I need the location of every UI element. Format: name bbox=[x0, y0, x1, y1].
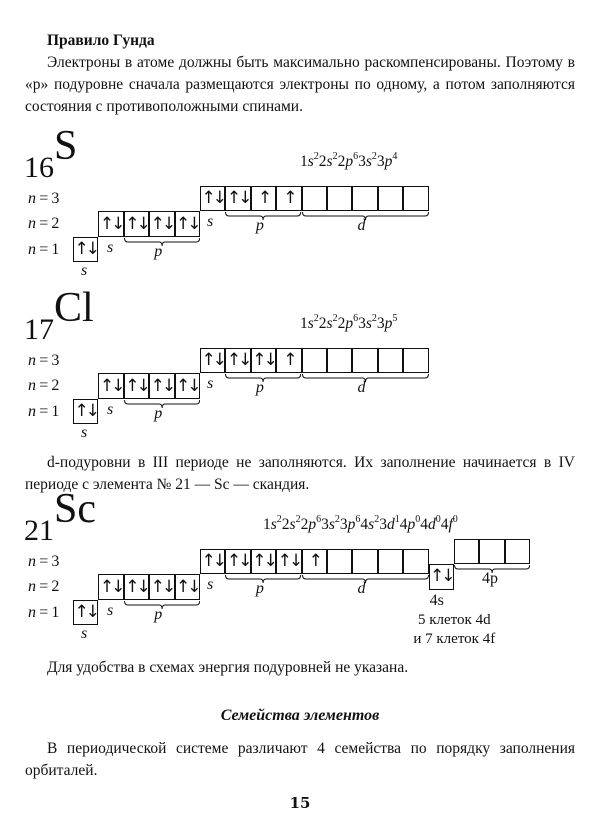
sublevel-label-3s: s bbox=[207, 213, 214, 231]
orbital-cell: ↑↓ bbox=[98, 373, 123, 398]
hund-rule-text: Электроны в атоме должны быть максимально раскомпенсированы. Поэтому в «p» подуровне сначала размещаются электроны по одному, а потом заполняются состояния с противоположными спинами. bbox=[25, 54, 575, 115]
level-label-n2: n = 2 bbox=[28, 377, 60, 395]
sublevel-label-4s: 4s bbox=[429, 591, 444, 609]
orbital-cell: ↑↓ bbox=[200, 549, 225, 574]
orbital-cell: ↑↓ bbox=[175, 373, 200, 398]
electron-configuration: $1s^22s^22p^63s^23p^5$ bbox=[300, 313, 398, 332]
sublevel-label-3d: d bbox=[357, 217, 366, 235]
sublevel-label-3d: d bbox=[357, 580, 366, 598]
element-symbol bbox=[24, 123, 78, 188]
sublevel-label-3s: s bbox=[207, 375, 214, 393]
orbital-cell bbox=[327, 549, 352, 574]
sublevel-label-2s: s bbox=[107, 601, 114, 619]
families-title: Семейства элементов bbox=[220, 707, 380, 724]
orbital-cell bbox=[378, 549, 403, 574]
orbital-cell: ↑↓ bbox=[149, 373, 174, 398]
orbital-cell bbox=[378, 186, 403, 211]
orbital-cell bbox=[327, 348, 352, 373]
orbital-cell: ↑↓ bbox=[225, 348, 250, 373]
orbital-cell: ↑↓ bbox=[124, 373, 149, 398]
d-sublevels-text: d-подуровни в III периоде не заполняются. Их заполнение начинается в IV периоде с элемента № 21 — Sc — скандия. bbox=[25, 454, 575, 493]
sublevel-label-2s: s bbox=[107, 400, 114, 418]
orbital-cell bbox=[327, 186, 352, 211]
orbital-cell: ↑↓ bbox=[124, 574, 149, 599]
orbital-cell: ↑↓ bbox=[251, 348, 276, 373]
orbital-cell bbox=[403, 348, 428, 373]
sublevel-label-3d: d bbox=[357, 379, 366, 397]
orbital-cell: ↑↓ bbox=[175, 211, 200, 236]
orbital-cell bbox=[352, 348, 377, 373]
orbital-cell bbox=[403, 186, 428, 211]
element-symbol bbox=[24, 486, 96, 551]
orbital-cell: ↑ bbox=[302, 549, 327, 574]
level-label-n3: n = 3 bbox=[28, 553, 60, 570]
level-label-n2: n = 2 bbox=[28, 578, 60, 596]
sublevel-label-1s: s bbox=[81, 424, 88, 442]
orbital-cell: ↑↓ bbox=[251, 549, 276, 574]
note-4d: 5 клеток 4d bbox=[418, 612, 491, 629]
sublevel-label-2s: s bbox=[107, 238, 114, 256]
element-name: S bbox=[54, 123, 78, 169]
families-text: В периодической системе различают 4 семейства по порядку заполнения орбиталей. bbox=[25, 740, 575, 779]
energy-note: Для удобства в схемах энергия подуровней не указана. bbox=[47, 659, 409, 676]
orbital-cell: ↑↓ bbox=[175, 574, 200, 599]
sublevel-label-1s: s bbox=[81, 625, 88, 643]
level-label-n2: n = 2 bbox=[28, 215, 60, 233]
note-4f: и 7 клеток 4f bbox=[413, 631, 496, 648]
electron-configuration: $1s^22s^22p^63s^23p^4$ bbox=[300, 151, 398, 170]
orbital-cell: ↑↓ bbox=[149, 574, 174, 599]
atomic-number: 17 bbox=[24, 313, 54, 346]
hund-rule-block bbox=[25, 30, 575, 118]
orbital-cell: ↑↓ bbox=[200, 186, 225, 211]
atomic-number: 21 bbox=[24, 514, 54, 547]
orbital-cell bbox=[302, 348, 327, 373]
orbital-cell: ↑↓ bbox=[98, 211, 123, 236]
orbital-cell: ↑ bbox=[276, 348, 301, 373]
sublevel-label-2p: p bbox=[154, 605, 163, 623]
orbital-cell: ↑↓ bbox=[98, 574, 123, 599]
level-label-n3: n = 3 bbox=[28, 352, 60, 369]
level-label-n3: n = 3 bbox=[28, 190, 60, 207]
orbital-cell: ↑ bbox=[276, 186, 301, 211]
orbital-cell: ↑↓ bbox=[73, 237, 98, 262]
orbital-note bbox=[413, 611, 495, 649]
orbital-cell: ↑↓ bbox=[73, 399, 98, 424]
orbital-cell bbox=[479, 539, 504, 564]
orbital-cell bbox=[454, 539, 479, 564]
sublevel-label-3p: p bbox=[255, 217, 264, 235]
sublevel-label-2p: p bbox=[154, 404, 163, 422]
orbital-cell bbox=[378, 348, 403, 373]
sublevel-label-3p: p bbox=[255, 580, 264, 598]
sublevel-label-3s: s bbox=[207, 576, 214, 594]
hund-rule-title: Правило Гунда bbox=[47, 32, 155, 49]
sublevel-label-4p: 4p bbox=[481, 570, 498, 588]
orbital-cell bbox=[352, 549, 377, 574]
element-name: Sc bbox=[54, 486, 96, 532]
orbital-cell: ↑↓ bbox=[124, 211, 149, 236]
level-label-n1: n = 1 bbox=[28, 240, 60, 258]
orbital-cell bbox=[352, 186, 377, 211]
element-symbol bbox=[24, 285, 94, 350]
orbital-cell: ↑↓ bbox=[200, 348, 225, 373]
electron-configuration: $1s^22s^22p^63s^23p^64s^23d^14p^04d^04f^0$ bbox=[263, 514, 458, 533]
orbital-cell bbox=[505, 539, 530, 564]
element-name: Cl bbox=[54, 285, 94, 331]
orbital-cell bbox=[302, 186, 327, 211]
level-label-n1: n = 1 bbox=[28, 603, 60, 621]
atomic-number: 16 bbox=[24, 151, 54, 184]
orbital-cell bbox=[403, 549, 428, 574]
orbital-cell: ↑↓ bbox=[276, 549, 301, 574]
sublevel-label-3p: p bbox=[255, 379, 264, 397]
orbital-cell: ↑↓ bbox=[429, 564, 454, 589]
sublevel-label-1s: s bbox=[81, 262, 88, 280]
orbital-cell: ↑↓ bbox=[225, 186, 250, 211]
orbital-cell: ↑↓ bbox=[73, 600, 98, 625]
page-number: 15 bbox=[289, 794, 311, 812]
sublevel-label-2p: p bbox=[154, 242, 163, 260]
orbital-cell: ↑ bbox=[251, 186, 276, 211]
orbital-cell: ↑↓ bbox=[225, 549, 250, 574]
level-label-n1: n = 1 bbox=[28, 402, 60, 420]
orbital-cell: ↑↓ bbox=[149, 211, 174, 236]
